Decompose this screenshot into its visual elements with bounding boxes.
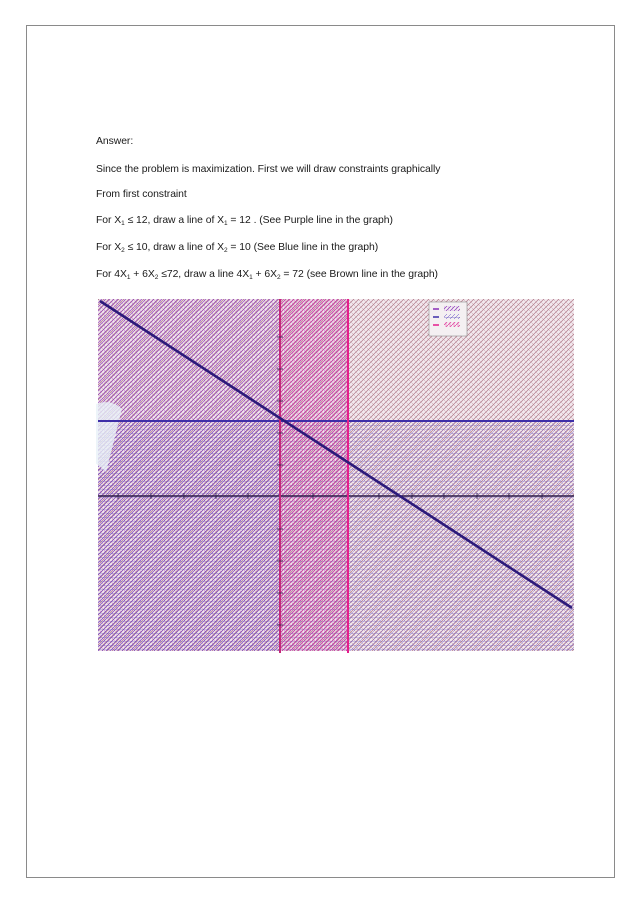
from-first-constraint: From first constraint xyxy=(96,189,187,200)
region-feasible-strip xyxy=(280,299,348,651)
intro-paragraph: Since the problem is maximization. First we will draw constraints graphically xyxy=(96,164,441,175)
constraint-graph xyxy=(96,297,576,656)
constraint-1-line: For $X_1 \le 12$, draw a line of $X_1 = 12$ . (See Purple line in the graph) xyxy=(96,215,393,227)
constraint-2-line: For $X_2 \le 10$, draw a line of $X_2 = 10$ (See Blue line in the graph) xyxy=(96,242,379,254)
constraint-3-line: For $4X_1 + 6X_2 \le 72$, draw a line $4X_1 + 6X_2 = 72$ (see Brown line in the graph) xyxy=(96,269,438,281)
answer-heading: Answer: xyxy=(96,136,134,147)
graph-legend xyxy=(429,302,467,336)
